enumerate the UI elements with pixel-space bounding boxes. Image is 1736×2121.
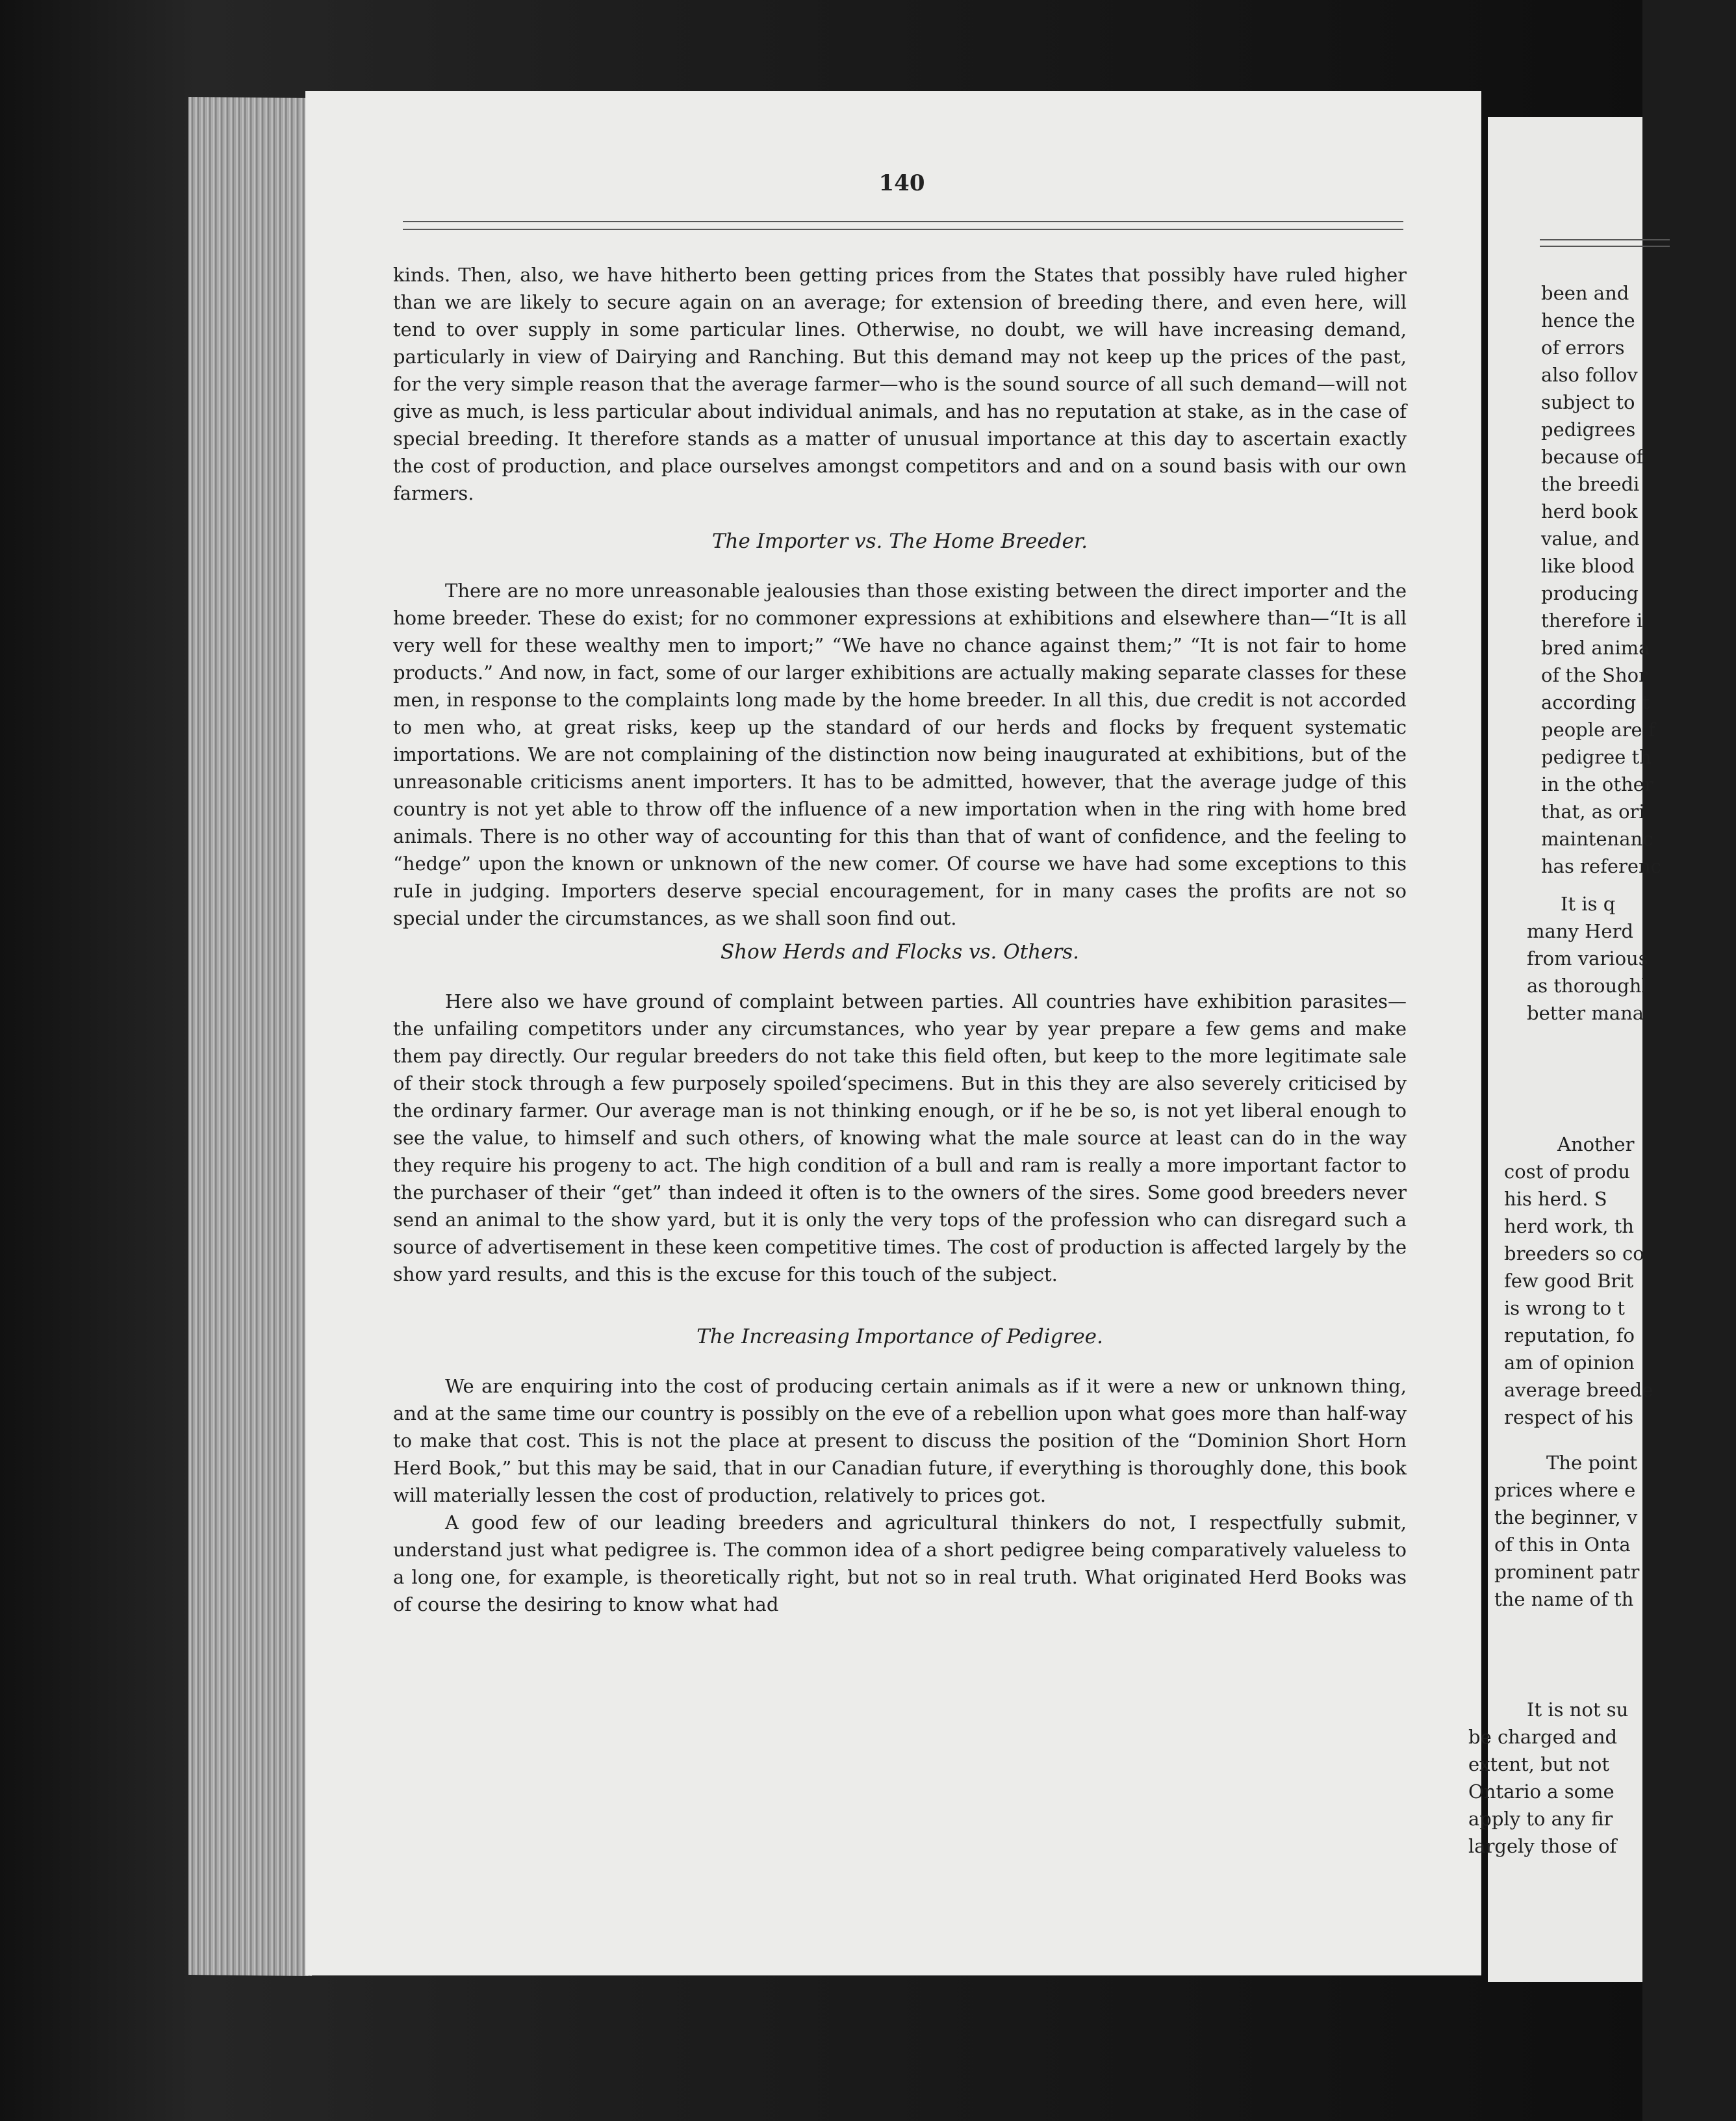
right-fragment-line: subject to: [1541, 391, 1635, 413]
right-fragment-line: pedigrees: [1541, 418, 1636, 441]
right-fragment-line: The point: [1546, 1452, 1638, 1474]
right-fragment-line: respect of his: [1504, 1406, 1633, 1428]
left-page-body: [393, 261, 1407, 1618]
right-fragment-line: average breede: [1504, 1379, 1653, 1401]
section-heading: Show Herds and Flocks vs. Others.: [720, 940, 1080, 964]
paragraph: A good few of our leading breeders and agricultural thinkers do not, I respectfully submit, understand just what pedigree is. The common idea of a short pedigree being comparatively valueless to a long one, for example, is theoretically right, but not so in real truth. What originated Herd Books was of course the desiring to know what had: [393, 1511, 1407, 1615]
right-fragment-line: am of opinion: [1504, 1352, 1635, 1374]
right-fragment-line: the beginner, v: [1494, 1506, 1638, 1528]
right-fragment-line: largely those of: [1468, 1835, 1617, 1857]
right-fragment-line: be charged and: [1468, 1726, 1618, 1748]
right-fragment-line: of the Shor: [1541, 664, 1648, 686]
right-fragment-line: It is not su: [1527, 1699, 1629, 1721]
right-fragment-line: the name of th: [1494, 1588, 1634, 1610]
right-fragment-line: like blood: [1541, 555, 1635, 577]
right-fragment-line: herd book: [1541, 500, 1638, 522]
right-fragment-line: of this in Onta: [1494, 1534, 1631, 1556]
right-fragment-line: people are f: [1541, 719, 1655, 741]
right-fragment-line: prices where e: [1494, 1479, 1636, 1501]
right-fragment-line: therefore i: [1541, 610, 1643, 632]
right-fragment-line: as thoroughl: [1527, 975, 1648, 997]
right-fragment-line: that, as ori: [1541, 801, 1645, 823]
right-fragment-block: [1504, 1131, 1699, 1431]
right-fragment-line: cost of produ: [1504, 1161, 1630, 1183]
right-header-rule: [1540, 239, 1670, 247]
right-fragment-line: hence the: [1541, 309, 1635, 331]
right-fragment-line: also follov: [1541, 364, 1638, 386]
right-fragment-line: because of: [1541, 446, 1644, 468]
right-fragment-block: [1468, 1696, 1663, 1860]
right-fragment-line: few good Brit: [1504, 1270, 1634, 1292]
page-number: 140: [878, 170, 925, 196]
right-fragment-line: herd work, th: [1504, 1215, 1634, 1237]
right-fragment-line: according t: [1541, 691, 1650, 713]
right-fragment-line: maintenanc: [1541, 828, 1653, 850]
right-fragment-line: in the other: [1541, 773, 1653, 795]
right-fragment-line: producing: [1541, 582, 1639, 604]
right-fragment-line: many Herd: [1527, 920, 1633, 942]
right-fragment-line: from various: [1527, 947, 1648, 970]
right-fragment-line: his herd. S: [1504, 1188, 1607, 1210]
right-fragment-line: prominent patr: [1494, 1561, 1640, 1583]
right-fragment-line: the breedi: [1541, 473, 1640, 495]
right-fragment-line: been and: [1541, 282, 1629, 304]
paragraph: There are no more unreasonable jealousies than those existing between the direct importer and the home breeder. These do exist; for no commoner expressions at exhibitions and elsewhere than—“It is all very well for these wealthy men to import;” “We have no chance against them;” “It is not fair to home products.” And now, in fact, some of our larger exhibitions are actually making separate classes for these men, in response to the complaints long made by the home breeder. In all this, due credit is not accorded to men who, at great risks, keep up the standard of our herds and flocks by frequent systematic importations. We are not complaining of the distinction now being inaugurated at exhibitions, but of the unreasonable criticisms anent importers. It has to be admitted, however, that the average judge of this country is not yet able to throw off the influence of a new importation when in the ring with home bred animals. There is no other way of accounting for this than that of want of confidence, and the feeling to “hedge” upon the known or unknown of the new comer. Of course we have had some exceptions to this ruIe in judging. Importers deserve special encouragement, for in many cases the profits are not so special under the circumstances, as we shall soon find out.: [393, 580, 1407, 929]
book-page-edges: [188, 97, 312, 1976]
right-fragment-line: Ontario a some: [1468, 1780, 1615, 1803]
paragraph: kinds. Then, also, we have hitherto been getting prices from the States that possibly have ruled higher than we are likely to secure again on an average; for extension of breeding there, and even here, will tend to over supply in some particular lines. Otherwise, no doubt, we will have increasing demand, particularly in view of Dairying and Ranching. But this demand may not keep up the prices of the past, for the very simple reason that the average farmer—who is the sound source of all such demand—will not give as much, is less particular about individual animals, and has no reputation at stake, as in the case of special breeding. It therefore stands as a matter of unusual importance at this day to ascertain exactly the cost of production, and place ourselves amongst competitors and and on a sound basis with our own farmers.: [393, 264, 1407, 504]
right-fragment-line: breeders so co: [1504, 1242, 1644, 1265]
right-fragment-line: has referenc: [1541, 855, 1661, 877]
right-fragment-line: value, and: [1541, 528, 1640, 550]
right-fragment-line: reputation, fo: [1504, 1324, 1635, 1346]
paragraph: We are enquiring into the cost of producing certain animals as if it were a new or unknown thing, and at the same time our country is possibly on the eve of a rebellion upon what goes more than half-way to make that cost. This is not the place at present to discuss the position of the “Dominion Short Horn Herd Book,” but this may be said, that in our Canadian future, if everything is thoroughly done, this book will materially lessen the cost of production, relatively to prices got.: [393, 1375, 1407, 1506]
right-fragment-line: pedigree th: [1541, 746, 1652, 768]
right-fragment-line: Another: [1557, 1133, 1635, 1155]
right-fragment-line: extent, but not: [1468, 1753, 1610, 1775]
right-fragment-line: apply to any fir: [1468, 1808, 1613, 1830]
right-fragment-line: better mana: [1527, 1002, 1644, 1024]
right-fragment-line: is wrong to t: [1504, 1297, 1625, 1319]
section-heading: The Increasing Importance of Pedigree.: [696, 1325, 1103, 1348]
right-fragment-line: of errors: [1541, 337, 1625, 359]
right-page: [1468, 117, 1661, 1982]
right-fragment-block: [1541, 279, 1736, 880]
right-fragment-line: bred anima: [1541, 637, 1650, 659]
section-heading: The Importer vs. The Home Breeder.: [711, 530, 1088, 553]
right-fragment-line: It is q: [1561, 893, 1616, 915]
header-rule: [403, 221, 1403, 230]
right-fragment-block: [1527, 890, 1722, 1027]
right-fragment-block: [1494, 1449, 1689, 1613]
paragraph: Here also we have ground of complaint between parties. All countries have exhibition parasites—the unfailing competitors under any circumstances, who year by year prepare a few gems and make them pay directly. Our regular breeders do not take this field often, but keep to the more legitimate sale of their stock through a few purposely spoiled‘specimens. But in this they are also severely criticised by the ordinary farmer. Our average man is not thinking enough, or if he be so, is not yet liberal enough to see the value, to himself and such others, of knowing what the male source at least can do in the way they require his progeny to act. The high condition of a bull and ram is really a more important factor to the purchaser of their “get” than indeed it often is to the owners of the sires. Some good breeders never send an animal to the show yard, but it is only the very tops of the profession who can disregard such a source of advertisement in these keen competitive times. The cost of production is affected largely by the show yard results, and this is the excuse for this touch of the subject.: [393, 990, 1407, 1285]
